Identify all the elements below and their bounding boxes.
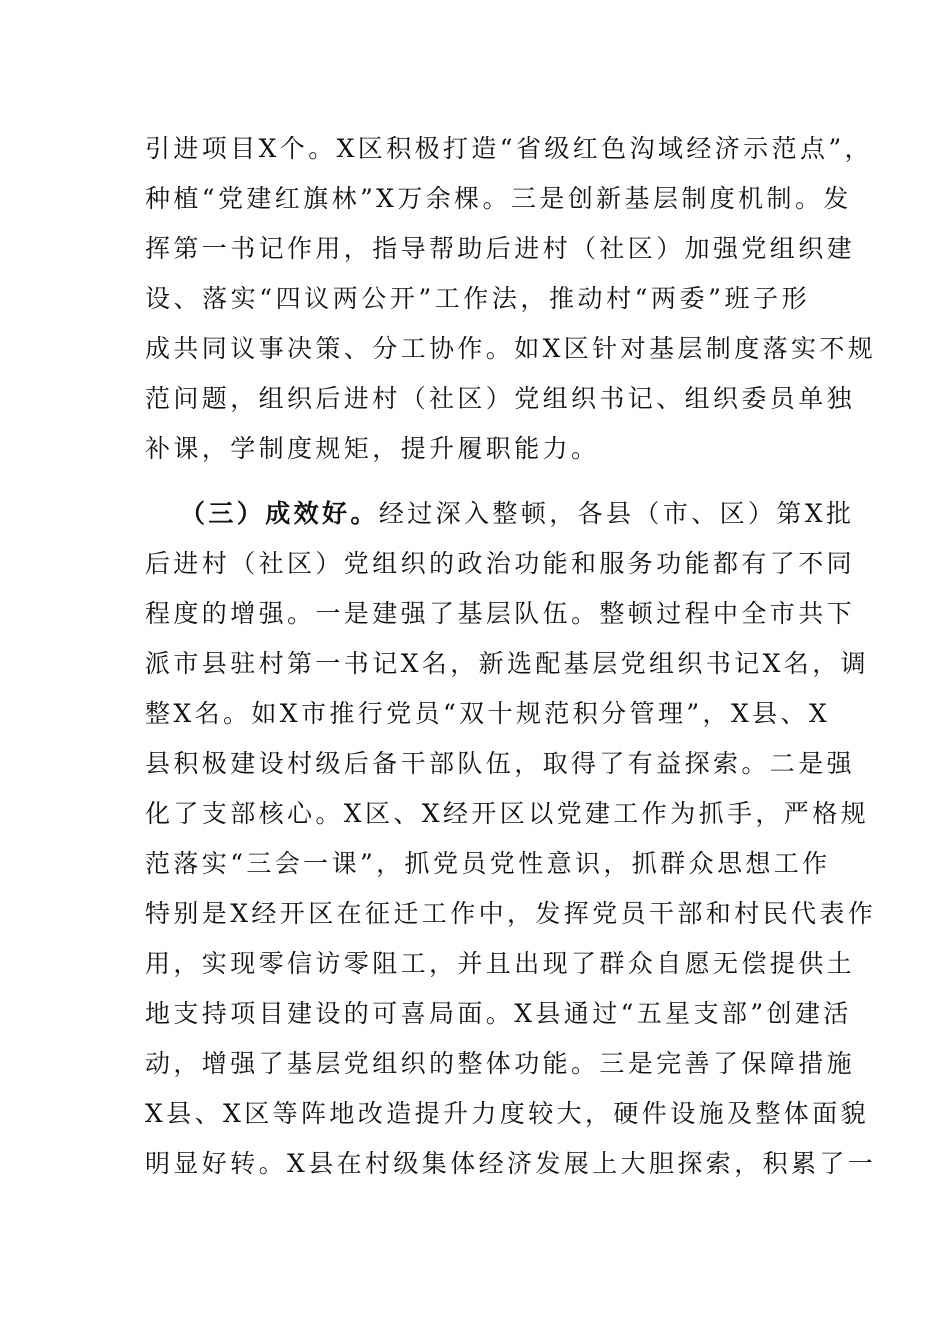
paragraph-line: 用，实现零信访零阻工，并且出现了群众自愿无偿提供土 [145,949,856,978]
paragraph-line: 补课，学制度规矩，提升履职能力。 [145,434,600,463]
paragraph-line: X县、X区等阵地改造提升力度较大，硬件设施及整体面貌 [145,1099,869,1128]
paragraph-line: 挥第一书记作用，指导帮助后进村（社区）加强党组织建 [145,234,856,263]
paragraph-line: 明显好转。X县在村级集体经济发展上大胆探索，积累了一 [145,1149,877,1178]
paragraph-line: 后进村（社区）党组织的政治功能和服务功能都有了不同 [145,549,856,578]
paragraph-line: 成共同议事决策、分工协作。如X区针对基层制度落实不规 [145,334,877,363]
paragraph-line: 范落实“三会一课”，抓党员党性意识，抓群众思想工作 [145,849,831,878]
section-heading-continuation: 经过深入整顿，各县（市、区）第X批 [378,499,855,528]
paragraph-line: 引进项目X个。X区积极打造“省级红色沟域经济示范点”， [145,134,873,163]
paragraph-line: 范问题，组织后进村（社区）党组织书记、组织委员单独 [145,384,856,413]
paragraph-line: 种植“党建红旗林”X万余棵。三是创新基层制度机制。发 [145,184,852,213]
section-heading: （三）成效好。 [180,499,379,528]
section-heading-line [180,494,855,534]
paragraph-line: 整X名。如X市推行党员“双十规范积分管理”，X县、X [145,699,831,728]
paragraph-line: 特别是X经开区在征迁工作中，发挥党员干部和村民代表作 [145,899,877,928]
paragraph-line: 化了支部核心。X区、X经开区以党建工作为抓手，严格规 [145,799,869,828]
paragraph-line: 县积极建设村级后备干部队伍，取得了有益探索。二是强 [145,749,856,778]
paragraph-line: 派市县驻村第一书记X名，新选配基层党组织书记X名，调 [145,649,869,678]
paragraph-line: 设、落实“四议两公开”工作法，推动村“两委”班子形 [145,284,810,313]
paragraph-line: 动，增强了基层党组织的整体功能。三是完善了保障措施 [145,1049,856,1078]
paragraph-line: 地支持项目建设的可喜局面。X县通过“五星支部”创建活 [145,999,852,1028]
paragraph-line: 程度的增强。一是建强了基层队伍。整顿过程中全市共下 [145,599,856,628]
